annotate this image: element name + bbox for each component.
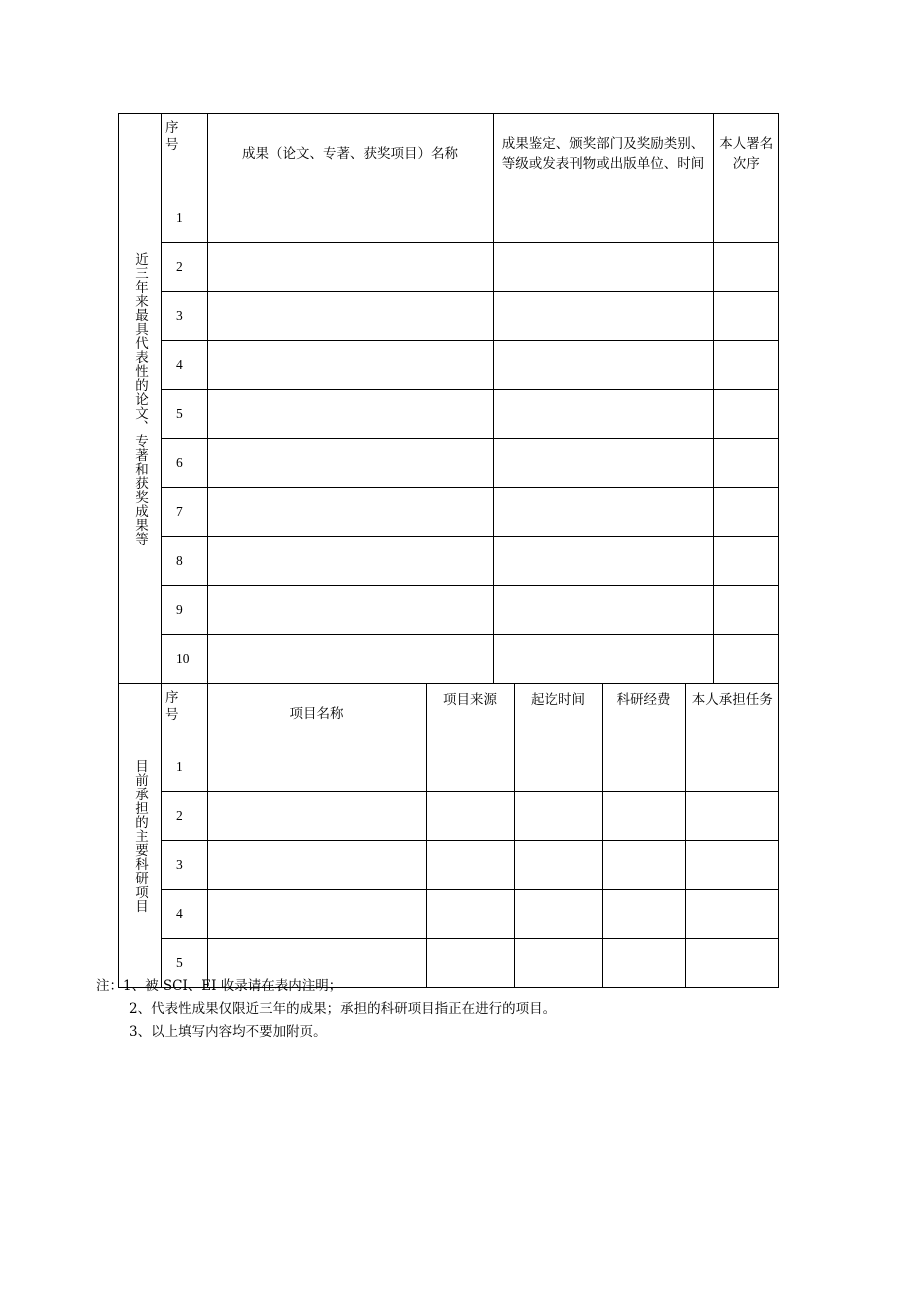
header-project-task: 本人承担任务 (685, 684, 779, 743)
achievements-row-number: 4 (162, 341, 207, 390)
projects-row-number: 1 (162, 743, 207, 792)
achievements-cell-rank[interactable] (713, 586, 779, 635)
achievements-row (162, 194, 779, 243)
header-seq: 序号 (162, 114, 207, 194)
header-project-seq: 序号 (162, 684, 207, 743)
achievements-table (162, 114, 779, 683)
header-project-name: 项目名称 (207, 684, 426, 743)
achievements-cell-rank[interactable] (713, 243, 779, 292)
achievements-cell-name[interactable] (207, 243, 493, 292)
note-line-1: 注：1、被 SCI、EI 收录请在表内注明； (96, 978, 343, 994)
achievements-row-number: 2 (162, 243, 207, 292)
achievements-row (162, 635, 779, 684)
projects-cell-funding[interactable] (602, 939, 685, 988)
achievements-cell-rank[interactable] (713, 488, 779, 537)
achievements-cell-name[interactable] (207, 341, 493, 390)
projects-row-number: 3 (162, 841, 207, 890)
notes (96, 975, 556, 1044)
achievements-row-number: 9 (162, 586, 207, 635)
achievements-cell-rank[interactable] (713, 537, 779, 586)
projects-row (162, 841, 779, 890)
achievements-cell-rank[interactable] (713, 439, 779, 488)
projects-cell-period[interactable] (514, 890, 602, 939)
projects-side-text: 目前承担的主要科研项目 (132, 758, 148, 913)
projects-cell-funding[interactable] (602, 890, 685, 939)
achievements-cell-rank[interactable] (713, 635, 779, 684)
achievements-cell-unit[interactable] (493, 439, 713, 488)
projects-cell-source[interactable] (426, 841, 514, 890)
projects-row (162, 890, 779, 939)
achievements-row-number: 10 (162, 635, 207, 684)
achievements-cell-unit[interactable] (493, 488, 713, 537)
achievements-row-number: 1 (162, 194, 207, 243)
projects-cell-task[interactable] (685, 841, 779, 890)
projects-row-number: 5 (162, 939, 207, 988)
projects-cell-name[interactable] (207, 890, 426, 939)
achievements-row-number: 8 (162, 537, 207, 586)
note-line-2: 2、代表性成果仅限近三年的成果；承担的科研项目指正在进行的项目。 (129, 1001, 557, 1017)
achievements-row (162, 488, 779, 537)
note-line-3: 3、以上填写内容均不要加附页。 (129, 1024, 327, 1040)
projects-cell-name[interactable] (207, 792, 426, 841)
projects-cell-task[interactable] (685, 743, 779, 792)
achievements-cell-rank[interactable] (713, 194, 779, 243)
projects-row-number: 2 (162, 792, 207, 841)
projects-section (118, 684, 779, 988)
header-award-unit: 成果鉴定、颁奖部门及奖励类别、等级或发表刊物或出版单位、时间 (493, 114, 713, 194)
projects-table (162, 684, 779, 987)
projects-header-row (162, 684, 779, 743)
achievements-row-number: 3 (162, 292, 207, 341)
achievements-cell-name[interactable] (207, 439, 493, 488)
projects-side-label (119, 684, 162, 987)
achievements-cell-rank[interactable] (713, 341, 779, 390)
achievements-row (162, 586, 779, 635)
achievements-row (162, 292, 779, 341)
achievements-cell-unit[interactable] (493, 390, 713, 439)
projects-cell-period[interactable] (514, 792, 602, 841)
achievements-cell-unit[interactable] (493, 537, 713, 586)
projects-cell-source[interactable] (426, 890, 514, 939)
achievements-cell-unit[interactable] (493, 243, 713, 292)
header-achievement-name: 成果（论文、专著、获奖项目）名称 (207, 114, 493, 194)
achievements-side-label (119, 114, 162, 683)
projects-row (162, 743, 779, 792)
projects-cell-period[interactable] (514, 841, 602, 890)
achievements-row (162, 537, 779, 586)
projects-row (162, 792, 779, 841)
achievements-cell-unit[interactable] (493, 194, 713, 243)
achievements-cell-unit[interactable] (493, 341, 713, 390)
achievements-row-number: 6 (162, 439, 207, 488)
achievements-cell-name[interactable] (207, 390, 493, 439)
achievements-row-number: 7 (162, 488, 207, 537)
achievements-cell-name[interactable] (207, 537, 493, 586)
projects-cell-task[interactable] (685, 890, 779, 939)
achievements-side-text: 近三年来最具代表性的论文、专著和获奖成果等 (132, 251, 148, 546)
projects-cell-name[interactable] (207, 841, 426, 890)
header-project-funding: 科研经费 (602, 684, 685, 743)
header-author-rank: 本人署名次序 (713, 114, 779, 194)
achievements-cell-name[interactable] (207, 292, 493, 341)
achievements-cell-rank[interactable] (713, 390, 779, 439)
achievements-row (162, 390, 779, 439)
achievements-header-row (162, 114, 779, 194)
achievements-cell-name[interactable] (207, 194, 493, 243)
header-project-source: 项目来源 (426, 684, 514, 743)
achievements-row (162, 439, 779, 488)
achievements-cell-name[interactable] (207, 635, 493, 684)
projects-cell-task[interactable] (685, 939, 779, 988)
achievements-section (118, 113, 779, 684)
projects-row-number: 4 (162, 890, 207, 939)
achievements-cell-unit[interactable] (493, 635, 713, 684)
achievements-cell-name[interactable] (207, 488, 493, 537)
achievements-row (162, 243, 779, 292)
projects-cell-source[interactable] (426, 743, 514, 792)
projects-cell-period[interactable] (514, 743, 602, 792)
achievements-cell-name[interactable] (207, 586, 493, 635)
achievements-cell-rank[interactable] (713, 292, 779, 341)
projects-cell-task[interactable] (685, 792, 779, 841)
achievements-row-number: 5 (162, 390, 207, 439)
achievements-cell-unit[interactable] (493, 292, 713, 341)
projects-cell-name[interactable] (207, 743, 426, 792)
achievements-row (162, 341, 779, 390)
projects-cell-funding[interactable] (602, 792, 685, 841)
projects-cell-funding[interactable] (602, 841, 685, 890)
projects-cell-source[interactable] (426, 792, 514, 841)
projects-cell-funding[interactable] (602, 743, 685, 792)
achievements-cell-unit[interactable] (493, 586, 713, 635)
application-form (118, 113, 779, 988)
header-project-period: 起讫时间 (514, 684, 602, 743)
